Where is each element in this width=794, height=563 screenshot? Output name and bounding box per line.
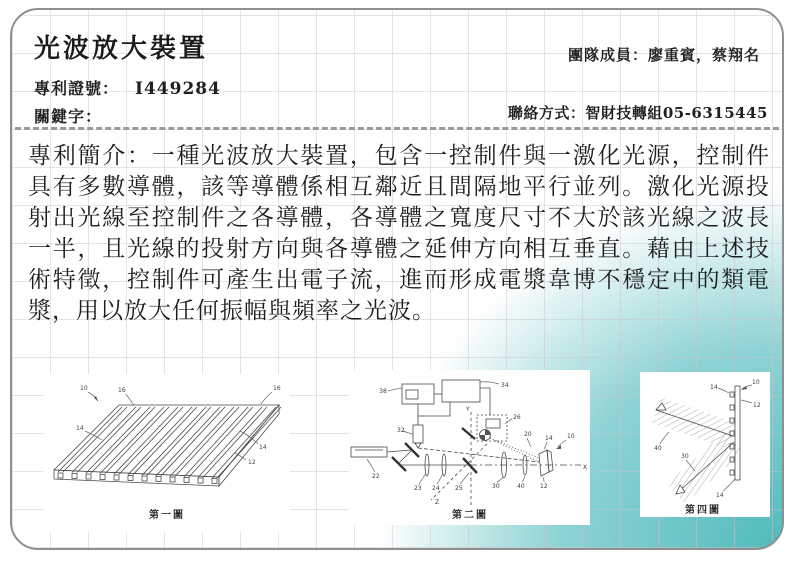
patent-number-label: 專利證號： xyxy=(34,79,120,98)
svg-text:30: 30 xyxy=(681,453,689,460)
patent-number-row xyxy=(34,76,221,99)
svg-text:16: 16 xyxy=(273,385,281,392)
sample-12 xyxy=(539,450,553,476)
svg-text:10: 10 xyxy=(80,385,88,392)
svg-text:14: 14 xyxy=(76,425,84,432)
processor-box xyxy=(442,380,480,402)
chopper-driver xyxy=(486,419,500,428)
figure-2-caption: 第二圖 xyxy=(452,510,488,521)
conductor-end-cubes xyxy=(58,473,217,484)
patent-abstract: 專利簡介：一種光波放大裝置，包含一控制件與一激化光源，控制件具有多數導體，該等導體係相互鄰近且間隔地平行並列。激化光源投射出光線至控制件之各導體，各導體之寬度尺寸不大於該光線之波長一半，且光線的投射方向與各導體之延伸方向相互垂直。藉由上述技術特徵，控制件可產生出電子流，進而形成電漿韋博不穩定中的類電漿，用以放大任何振幅與頻率之光波。 xyxy=(28,143,770,324)
figure-1-drawing xyxy=(44,374,290,532)
svg-text:14: 14 xyxy=(716,492,724,499)
svg-text:12: 12 xyxy=(248,459,256,466)
team-members: 團隊成員：廖重賓，蔡翔名 xyxy=(567,46,760,64)
svg-text:32: 32 xyxy=(397,427,405,434)
figure-1-conductor-plate xyxy=(44,374,290,532)
svg-text:14: 14 xyxy=(259,444,267,451)
figure-2-optical-setup xyxy=(349,370,590,525)
wiring xyxy=(418,388,490,425)
controller-display xyxy=(406,390,418,399)
patent-sheet-card xyxy=(10,8,784,550)
patent-number-value: I449284 xyxy=(135,79,221,99)
figure-4-caption: 第四圖 xyxy=(685,505,721,516)
svg-text:14: 14 xyxy=(710,384,718,391)
figure-4-drawing xyxy=(640,372,770,517)
svg-text:40: 40 xyxy=(654,445,662,452)
detector-32 xyxy=(413,425,423,443)
figure-2-labels xyxy=(367,382,587,506)
laser-source xyxy=(351,447,387,457)
svg-text:26: 26 xyxy=(513,414,521,421)
emission-arrow-lower xyxy=(676,442,734,494)
svg-text:14: 14 xyxy=(545,435,553,442)
svg-text:40: 40 xyxy=(517,483,525,490)
figure-2-drawing xyxy=(349,370,590,525)
svg-text:Y: Y xyxy=(466,406,470,413)
svg-text:12: 12 xyxy=(753,402,761,409)
svg-text:10: 10 xyxy=(752,379,760,386)
svg-text:Z: Z xyxy=(435,499,440,506)
svg-text:12: 12 xyxy=(540,483,548,490)
svg-text:20: 20 xyxy=(524,431,532,438)
svg-text:10: 10 xyxy=(567,433,575,440)
svg-text:23: 23 xyxy=(414,485,422,492)
svg-text:34: 34 xyxy=(501,382,509,389)
figure-1-caption: 第一圖 xyxy=(149,510,185,521)
contact-info: 聯絡方式：智財技轉組05-6315445 xyxy=(507,104,768,122)
fold-mirror xyxy=(462,428,475,439)
svg-text:30: 30 xyxy=(492,483,500,490)
dashed-divider xyxy=(15,127,779,130)
svg-text:X: X xyxy=(583,464,588,471)
plate-front-face xyxy=(54,470,219,486)
page-title: 光波放大裝置 xyxy=(34,34,209,64)
svg-text:24: 24 xyxy=(432,485,440,492)
keywords-label: 關鍵字： xyxy=(34,107,103,126)
detector-sightline xyxy=(418,448,539,462)
svg-text:25: 25 xyxy=(455,485,463,492)
figure-4-wave-emission xyxy=(640,372,770,517)
svg-text:38: 38 xyxy=(379,388,387,395)
svg-text:22: 22 xyxy=(372,473,380,480)
detector-tip xyxy=(415,443,421,448)
svg-text:16: 16 xyxy=(118,387,126,394)
plate-right-face xyxy=(219,405,279,486)
chopper-wheel xyxy=(480,430,491,441)
device-bar xyxy=(735,386,740,480)
